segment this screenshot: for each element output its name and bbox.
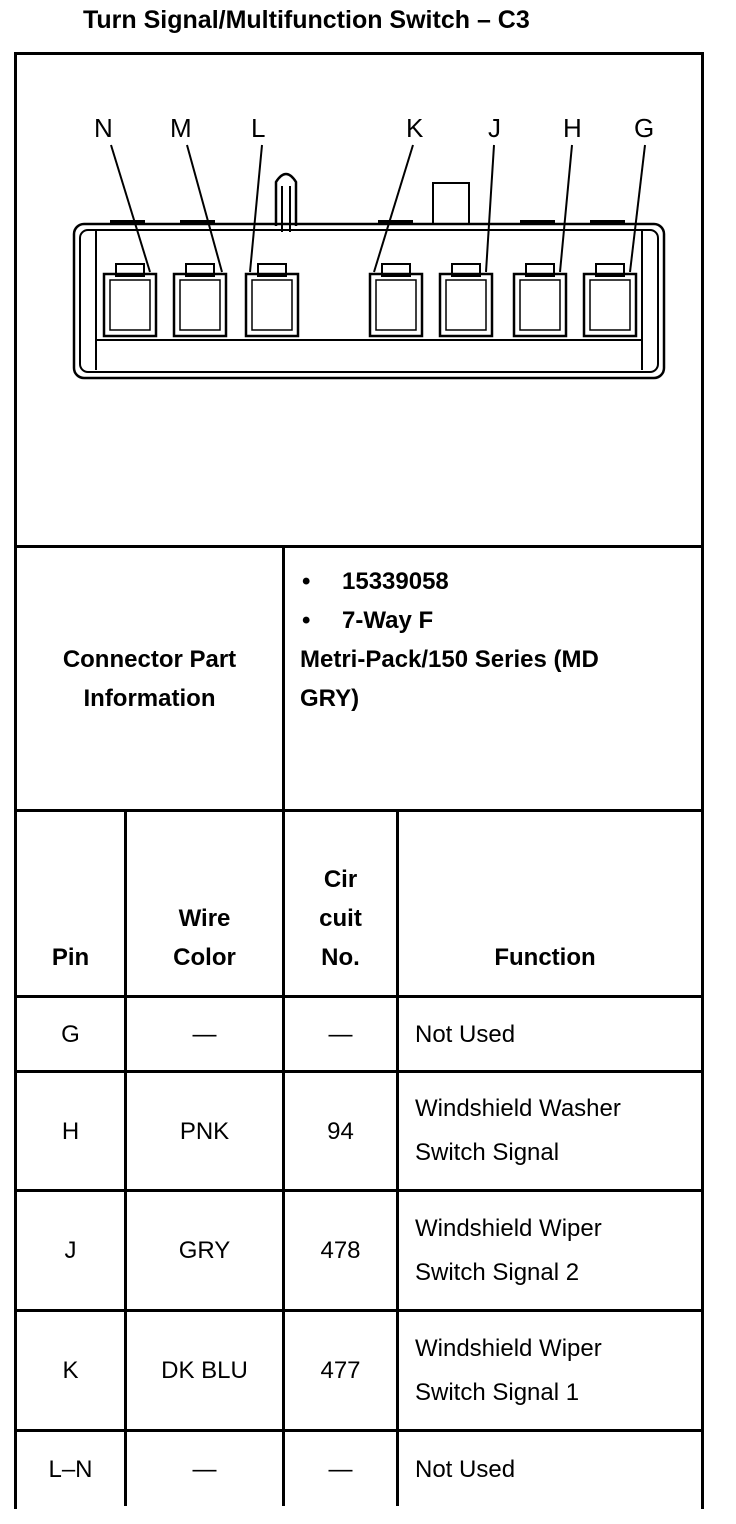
header-wire-color: Wire Color (173, 905, 236, 971)
pin-label-j: J (488, 113, 501, 143)
connector-type: 7-Way F (342, 607, 434, 634)
header-circuit-no: Cir cuit No. (319, 866, 362, 971)
table-cell-circuit: — (328, 1455, 353, 1483)
part-number: 15339058 (342, 568, 449, 595)
terminal-g (584, 264, 636, 336)
header-pin: Pin (51, 944, 90, 971)
table-cell-function: Not Used (415, 1455, 516, 1483)
table-cell-function: Not Used (415, 1020, 516, 1048)
header-function: Function (494, 944, 596, 971)
part-info-item (300, 601, 690, 640)
table-cell-wire-color: — (192, 1020, 217, 1048)
pin-label-h: H (563, 113, 582, 143)
table-cell-wire-color: GRY (178, 1237, 231, 1264)
terminal-h (514, 264, 566, 336)
terminal-l (246, 264, 298, 336)
leader-m (187, 145, 222, 272)
leader-h (560, 145, 572, 272)
table-cell-circuit: 478 (320, 1237, 361, 1264)
pin-label-l: L (251, 113, 266, 143)
connector-diagram (17, 55, 697, 545)
table-cell-wire-color: PNK (179, 1117, 230, 1145)
terminal-k (370, 264, 422, 336)
bullet-icon: • (302, 568, 311, 595)
pin-label-n: N (94, 113, 113, 143)
table-cell-circuit: — (328, 1020, 353, 1048)
pin-label-m: M (170, 113, 192, 143)
pin-label-k: K (406, 113, 424, 143)
table-cell-pin: G (61, 1020, 80, 1048)
divider (282, 548, 285, 809)
table-cell-pin: K (62, 1357, 79, 1384)
lock-tab (276, 174, 296, 226)
leader-j (486, 145, 494, 272)
table-cell-function: Windshield Wiper Switch Signal 1 (415, 1334, 602, 1406)
part-info-details (300, 562, 690, 718)
part-info-label: Connector Part Information (62, 645, 237, 712)
terminal-m (174, 264, 226, 336)
table-cell-wire-color: DK BLU (161, 1357, 248, 1384)
table-cell-wire-color: — (192, 1455, 217, 1483)
table-cell-pin: H (61, 1117, 80, 1145)
terminal-n (104, 264, 156, 336)
table-cell-pin: J (64, 1237, 77, 1264)
bullet-icon: • (302, 607, 311, 634)
pin-label-g: G (634, 113, 655, 143)
leader-k (374, 145, 413, 272)
leader-n (111, 145, 150, 272)
leader-l (250, 145, 262, 272)
table-cell-circuit: 94 (327, 1117, 354, 1145)
part-info-item (300, 562, 690, 601)
key-block (433, 183, 469, 224)
terminal-j (440, 264, 492, 336)
table-cell-function: Windshield Washer Switch Signal (415, 1095, 621, 1166)
table-cell-pin: L–N (48, 1455, 93, 1483)
connector-series: Metri-Pack/150 Series (MD GRY) (300, 646, 599, 712)
table-cell-circuit: 477 (320, 1357, 361, 1384)
page-title: Turn Signal/Multifunction Switch – C3 (83, 6, 530, 34)
table-cell-function: Windshield Wiper Switch Signal 2 (415, 1214, 602, 1286)
